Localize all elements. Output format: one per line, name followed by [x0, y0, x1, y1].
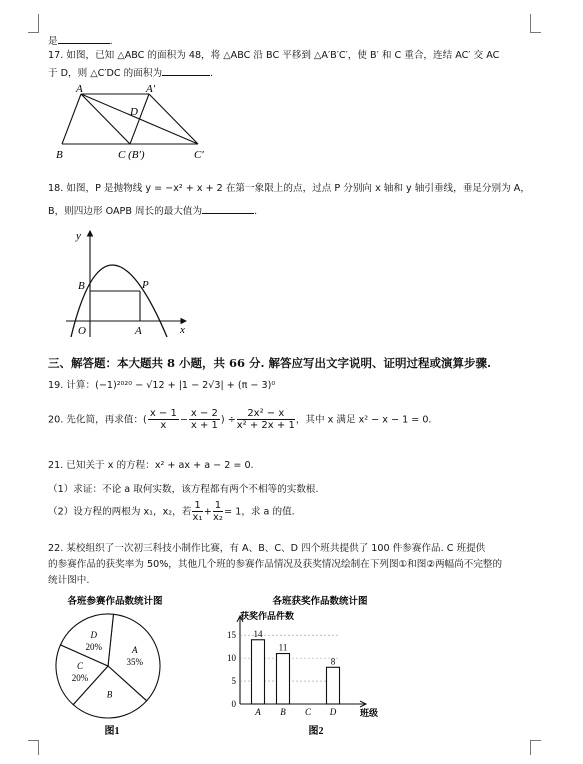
q20-suffix: ，其中 x 满足 x² − x − 1 = 0. [295, 414, 432, 426]
bar-title: 各班获奖作品数统计图 [272, 597, 368, 607]
q18-line2 [48, 204, 257, 218]
q17-segment-a2c2 [149, 94, 198, 144]
pie-label-d: D [90, 630, 97, 641]
q20-fraction-3 [237, 408, 295, 431]
bar-a [252, 640, 265, 704]
q21-part2-end: = 1，求 a 的值. [224, 506, 295, 518]
q17-label-a-prime: A′ [146, 83, 156, 95]
q18-label-y: y [76, 230, 81, 242]
q21-fraction-2-num: 1 [214, 500, 222, 511]
q22-line1: 22. 某校组织了一次初三科技小制作比赛，有 A、B、C、D 四个班共提供了 100 件参赛作品. C 班提供 [48, 543, 486, 554]
q21-plus: + [203, 506, 212, 518]
pie-percent-a: 35% [126, 656, 143, 667]
pie-label-c: C [76, 660, 84, 671]
q20-divide: ) ÷ [220, 414, 236, 426]
q18-label-b: B [78, 280, 85, 292]
q18-answer-blank [202, 204, 254, 214]
prev-question-tail [48, 34, 113, 48]
q17-line2-text: 于 D，则 △C′DC 的面积为 [48, 68, 163, 79]
q20-fraction-2-num: x − 2 [190, 408, 218, 419]
bar-value-label-b: 11 [278, 642, 288, 653]
q21-fraction-1-num: 1 [194, 500, 201, 511]
q17-label-a: A [76, 83, 83, 95]
q17-segment-a2c [130, 94, 149, 144]
q17-line1: 17. 如图，已知 △ABC 的面积为 48，将 △ABC 沿 BC 平移到 △A′B′C′，使 B′ 和 C 重合，连结 AC′ 交 AC [48, 50, 500, 61]
q21-part2-text: （2）设方程的两根为 x₁，x₂，若 [48, 506, 192, 518]
q21-part2 [48, 500, 295, 524]
q20-fraction-2-den: x + 1 [190, 420, 218, 431]
bar-value-label-a: 14 [253, 628, 263, 639]
q17-label-b: B [56, 149, 63, 161]
q17-label-c: C (B′) [118, 149, 145, 161]
pie-title: 各班参赛作品数统计图 [67, 597, 163, 607]
bar-ytick-label: 0 [231, 699, 236, 709]
bar-category-a: A [255, 707, 261, 717]
q18-label-o: O [78, 325, 86, 337]
pie-caption: 图1 [104, 726, 120, 737]
bar-ytick-label: 10 [227, 653, 236, 664]
q17-label-c-prime: C′ [194, 149, 204, 161]
crop-mark-bottom-right [530, 740, 541, 755]
q18-figure [62, 225, 192, 340]
q18-line2-end: . [254, 206, 258, 217]
bar-ytick-label: 5 [231, 676, 236, 687]
q18-label-a: A [135, 325, 142, 337]
bar-caption: 图2 [308, 726, 324, 737]
q17-segment-ac [81, 94, 130, 144]
q17-line2 [48, 66, 213, 80]
q17-label-d: D [130, 106, 138, 118]
crop-mark-top-right [530, 14, 541, 33]
section-heading: 三、解答题：本大题共 8 小题，共 66 分. 解答应写出文字说明、证明过程或演算步骤. [48, 356, 492, 370]
bar-xlabel: 班级 [360, 708, 379, 718]
crop-mark-top-left [28, 14, 39, 33]
q20-minus: − [179, 414, 188, 426]
q21-fraction-2-den: x₂ [212, 512, 223, 523]
q22-line3: 统计图中. [48, 575, 90, 586]
q17-line2-end: . [210, 68, 214, 79]
q18-line1: 18. 如图，P 是抛物线 y = −x² + x + 2 在第一象限上的点，过点 P 分别向 x 轴和 y 轴引垂线，垂足分别为 A， [48, 183, 530, 194]
bar-ytick-label: 15 [227, 630, 236, 641]
q21-fraction-2 [213, 500, 223, 523]
pie-percent-d: 20% [85, 642, 102, 653]
q22-line2: 的参赛作品的获奖率为 50%，其他几个班的参赛作品情况及获奖情况绘制在下列图①和图②两幅尚不完整的 [48, 559, 503, 570]
bar-value-label-d: 8 [330, 656, 336, 667]
q21-fraction-1 [192, 500, 202, 523]
prev-question-prefix: 是 [48, 36, 58, 47]
crop-mark-bottom-left [28, 740, 39, 755]
q21-line1: 21. 已知关于 x 的方程：x² + ax + a − 2 = 0. [48, 460, 254, 471]
q20-fraction-1 [148, 408, 179, 431]
q18-line2-text: B，则四边形 OAPB 周长的最大值为 [48, 206, 203, 217]
q17-figure [48, 82, 218, 164]
q20-prefix: 20. 先化简，再求值：( [48, 414, 147, 426]
q18-label-p: P [142, 279, 149, 291]
q21-fraction-1-den: x₁ [192, 512, 203, 523]
pie-chart [50, 592, 180, 742]
pie-percent-c: 20% [71, 672, 89, 683]
pie-label-a: A [131, 644, 138, 655]
q20-fraction-3-num: 2x² − x [237, 408, 295, 420]
q17-segment-ab [62, 94, 81, 144]
bar-chart [222, 592, 392, 742]
q20-fraction-3-den: x² + 2x + 1 [236, 420, 295, 431]
bar-category-d: D [329, 707, 337, 717]
bar-b [277, 654, 290, 704]
q17-answer-blank [162, 66, 210, 76]
bar-d [327, 667, 340, 704]
q20-fraction-1-num: x − 1 [149, 408, 177, 419]
bar-ylabel: 获奖作品件数 [240, 611, 295, 621]
prev-question-suffix: . [109, 36, 113, 47]
q20-text [48, 408, 431, 432]
pie-label-b: B [106, 689, 113, 700]
bar-category-c: C [304, 707, 312, 717]
q20-fraction-1-den: x [160, 420, 167, 431]
q18-label-x: x [180, 324, 185, 336]
bar-category-b: B [280, 707, 286, 717]
q21-part1: （1）求证：不论 a 取何实数，该方程都有两个不相等的实数根. [48, 484, 319, 495]
q19-text: 19. 计算：(−1)²⁰²⁰ − √12 + |1 − 2√3| + (π − 3)⁰ [48, 380, 276, 391]
answer-blank [58, 34, 110, 44]
q20-fraction-2 [189, 408, 220, 431]
